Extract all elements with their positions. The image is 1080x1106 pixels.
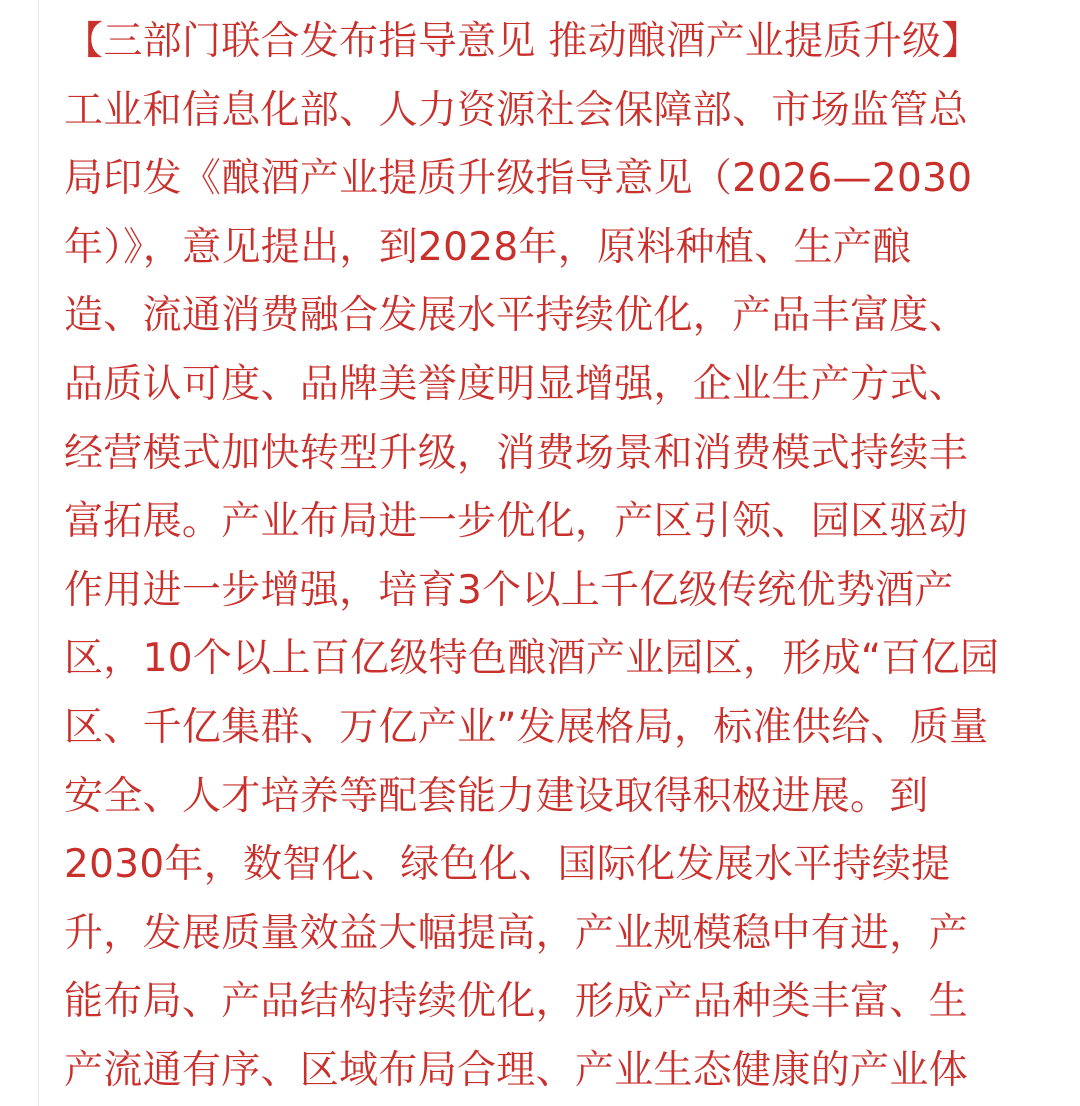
body-line: 工业和信息化部、人力资源社会保障部、市场监管总 (64, 87, 968, 133)
headline-open-bracket: 【 (64, 19, 104, 64)
body-line: 年）》，意见提出，到2028年，原料种植、生产酿 (64, 224, 912, 270)
body-line: 能布局、产品结构持续优化，形成产品种类丰富、生 (64, 979, 968, 1025)
body-line: 升，发展质量效益大幅提高，产业规模稳中有进，产 (64, 910, 968, 956)
body-line: 安全、人才培养等配套能力建设取得积极进展。到 (64, 773, 929, 819)
body-line: 富拓展。产业布局进一步优化，产区引领、园区驱动 (64, 499, 968, 545)
article-body (64, 77, 1064, 1106)
body-line: 区，10个以上百亿级特色酿酒产业园区，形成“百亿园 (64, 636, 1000, 682)
left-divider (38, 0, 39, 1106)
body-line: 产流通有序、区域布局合理、产业生态健康的产业体 (64, 1047, 968, 1093)
body-line: 品质认可度、品牌美誉度明显增强，企业生产方式、 (64, 361, 968, 407)
news-article (64, 8, 1064, 1106)
headline-close-bracket: 】 (941, 19, 981, 64)
body-line: 经营模式加快转型升级，消费场景和消费模式持续丰 (64, 430, 968, 476)
body-line: 造、流通消费融合发展水平持续优化，产品丰富度、 (64, 293, 968, 339)
headline-text: 三部门联合发布指导意见 推动酿酒产业提质升级 (103, 19, 942, 64)
body-line: 作用进一步增强，培育3个以上千亿级传统优势酒产 (64, 567, 954, 613)
body-line: 区、千亿集群、万亿产业”发展格局，标准供给、质量 (64, 704, 989, 750)
body-line: 局印发《酿酒产业提质升级指导意见（2026—2030 (64, 156, 973, 202)
article-headline (64, 8, 1064, 77)
body-line: 2030年，数智化、绿色化、国际化发展水平持续提 (64, 842, 951, 888)
